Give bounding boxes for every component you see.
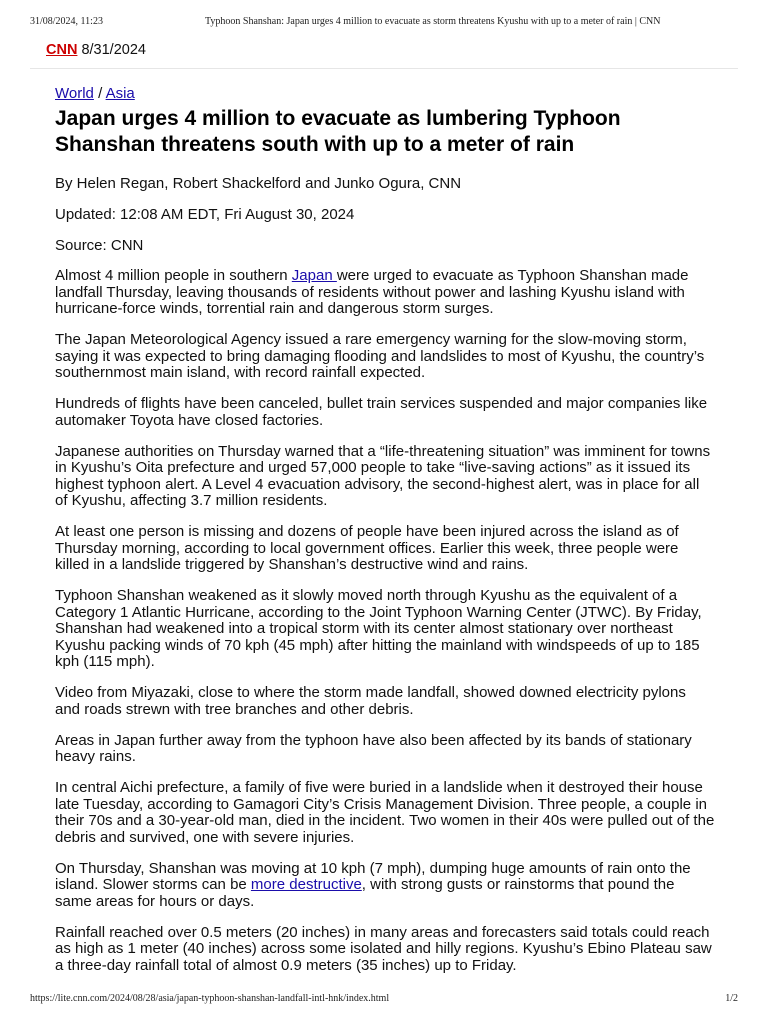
print-header — [30, 16, 738, 30]
paragraph-text: , with strong gusts or rainstorms that pound the same areas for hours or days. — [55, 876, 675, 910]
paragraph-2: The Japan Meteorological Agency issued a rare emergency warning for the slow-moving storm, saying it was expected to bring damaging flooding and landslides to most of Kyushu, the country’s southernmost main island, with record rainfall expected. — [55, 331, 705, 381]
header-divider — [30, 68, 738, 69]
source: Source: CNN — [55, 237, 144, 254]
breadcrumb-asia-link[interactable]: Asia — [105, 85, 135, 102]
byline: By Helen Regan, Robert Shackelford and Junko Ogura, CNN — [55, 175, 462, 192]
paragraph-1 — [55, 268, 715, 318]
more-destructive-link[interactable]: more destructive — [250, 876, 362, 893]
print-page-title: Typhoon Shanshan: Japan urges 4 million to evacuate as storm threatens Kyushu with up to a meter of rain | CNN — [205, 16, 661, 27]
paragraph-8: Areas in Japan further away from the typhoon have also been affected by its bands of stationary heavy rains. — [55, 731, 692, 765]
page-number: 1/2 — [725, 993, 738, 1004]
breadcrumb-separator: / — [93, 85, 106, 102]
paragraph-11: Rainfall reached over 0.5 meters (20 inches) in many areas and forecasters said totals could reach as high as 1 meter (40 inches) across some isolated and hilly regions. Kyushu’s Ebino Plateau saw a three-day rainfall total of almost 0.9 meters (35 inches) up to Friday. — [55, 923, 712, 974]
article-body — [55, 268, 715, 974]
print-footer — [30, 993, 738, 1007]
paragraph-4: Japanese authorities on Thursday warned that a “life-threatening situation” was imminent for towns in Kyushu’s Oita prefecture and urged 57,000 people to take “live-saving actions” as it issued its highest typhoon alert. A Level 4 evacuation advisory, the second-highest alert, was in place for all of Kyushu, affecting 3.7 million residents. — [55, 442, 711, 509]
japan-link[interactable]: Japan — [291, 267, 337, 284]
paragraph-5: At least one person is missing and dozens of people have been injured across the island as of Thursday morning, according to local government offices. Earlier this week, three people were killed in a landslide triggered by Shanshan’s destructive wind and rains. — [55, 523, 679, 573]
paragraph-10 — [55, 861, 715, 911]
print-url: https://lite.cnn.com/2024/08/28/asia/japan-typhoon-shanshan-landfall-intl-hnk/index.html — [30, 993, 390, 1004]
print-datetime: 31/08/2024, 11:23 — [30, 16, 103, 27]
paragraph-text: were urged to evacuate as Typhoon Shanshan made landfall Thursday, leaving thousands of residents without power and lashing Kyushu island with hurricane-force winds, torrential rain and dangerous storm surges. — [55, 267, 689, 317]
paragraph-9: In central Aichi prefecture, a family of five were buried in a landslide when it destroyed their house late Tuesday, according to Gamagori City’s Crisis Management Division. Three people, a couple in their 70s and a 30-year-old man, died in the incident. Two women in their 40s were pulled out of the debris and survived, one with severe injuries. — [55, 779, 715, 846]
paragraph-3: Hundreds of flights have been canceled, bullet train services suspended and major companies like automaker Toyota have closed factories. — [55, 395, 708, 429]
breadcrumb-world-link[interactable]: World — [55, 85, 94, 102]
article-meta — [55, 175, 715, 255]
paragraph-text: Almost 4 million people in southern — [55, 267, 292, 284]
cnn-logo-link[interactable]: CNN — [46, 42, 78, 58]
paragraph-6: Typhoon Shanshan weakened as it slowly moved north through Kyushu as the equivalent of a Category 1 Atlantic Hurricane, according to the Joint Typhoon Warning Center (JTWC). By Friday, Shanshan had weakened into a tropical storm with its center almost stationary over northeast Kyushu packing winds of 70 kph (45 mph) after hitting the mainland with windspeeds of up to 185 kph (115 mph). — [55, 587, 702, 670]
article — [55, 84, 715, 989]
headline: Japan urges 4 million to evacuate as lumbering Typhoon Shanshan threatens south with up to a meter of rain — [55, 107, 621, 156]
paragraph-7: Video from Miyazaki, close to where the storm made landfall, showed downed electricity pylons and roads strewn with tree branches and other debris. — [55, 684, 686, 718]
site-date: 8/31/2024 — [81, 42, 146, 58]
breadcrumb — [55, 84, 715, 104]
paragraph-text: On Thursday, Shanshan was moving at 10 kph (7 mph), dumping huge amounts of rain onto the island. Slower storms can be — [55, 859, 691, 893]
site-header — [46, 42, 146, 58]
updated-timestamp: Updated: 12:08 AM EDT, Fri August 30, 2024 — [55, 206, 355, 223]
